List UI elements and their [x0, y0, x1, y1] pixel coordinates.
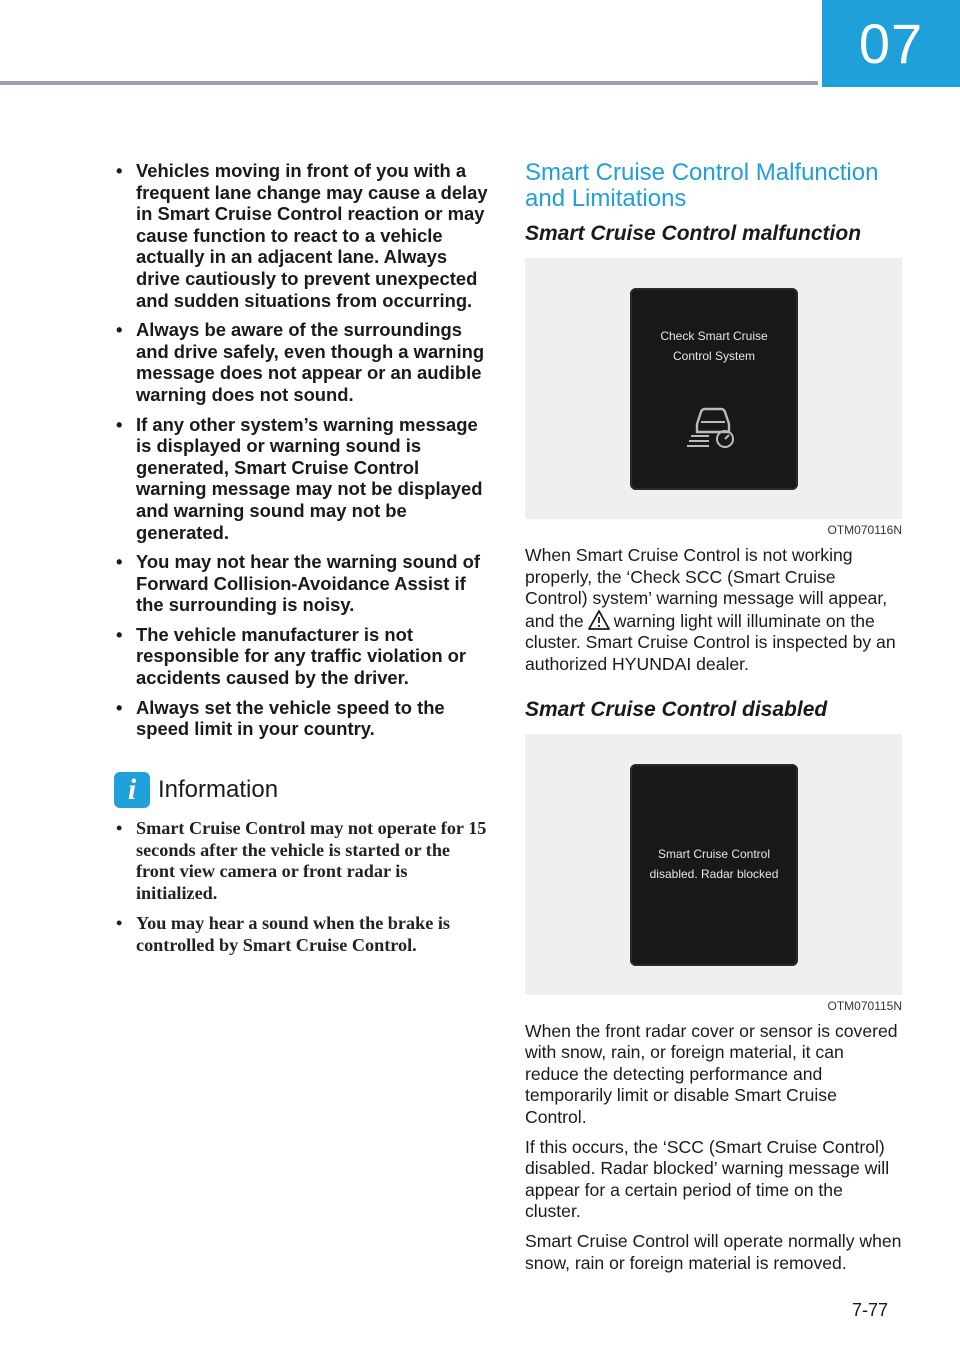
body-paragraph: Smart Cruise Control will operate normally when snow, rain or foreign material is removed. — [525, 1230, 902, 1273]
cluster-display — [630, 288, 798, 490]
information-list — [114, 818, 490, 957]
figure-code: OTM070115N — [827, 998, 902, 1013]
information-header — [114, 772, 490, 808]
body-paragraph: If this occurs, the ‘SCC (Smart Cruise Control) disabled. Radar blocked’ warning message will appear for a certain period of time on the cluster. — [525, 1136, 890, 1222]
cluster-message: Smart Cruise Control disabled. Radar blocked — [649, 846, 779, 881]
list-item: • The vehicle manufacturer is not responsible for any traffic violation or accidents caused by the driver. — [114, 624, 490, 689]
cluster-display — [630, 764, 798, 966]
figure-code: OTM070116N — [827, 523, 902, 537]
information-title: Information — [158, 775, 279, 803]
chapter-number: 07 — [822, 0, 960, 87]
warning-triangle-icon — [588, 610, 610, 630]
left-column — [114, 160, 490, 965]
caution-list — [114, 160, 490, 740]
list-item: • Smart Cruise Control may not operate for 15 seconds after the vehicle is started or the front view camera or front radar is initialized. — [114, 818, 490, 905]
body-paragraph: When the front radar cover or sensor is covered with snow, rain, or foreign material, it can reduce the detecting performance and temporarily limit or disable Smart Cruise Control. — [525, 1020, 898, 1127]
list-item: • Always be aware of the surroundings and drive safely, even though a warning message does not appear or an audible warning does not sound. — [114, 319, 490, 405]
cluster-message: Check Smart Cruise Control System — [660, 329, 768, 363]
cluster-figure-disabled — [525, 734, 902, 995]
section-title: Smart Cruise Control Malfunction and Limitations — [525, 159, 879, 212]
list-item: • You may not hear the warning sound of Forward Collision-Avoidance Assist if the surrounding is noisy. — [114, 551, 490, 616]
paragraph-text: When Smart Cruise Control is not working properly, the ‘Check SCC (Smart Cruise Control) system’ warning message will appear, and the — [525, 545, 888, 631]
subsection-title-disabled: Smart Cruise Control disabled — [525, 697, 828, 721]
list-item: • Vehicles moving in front of you with a frequent lane change may cause a delay in Smart Cruise Control reaction or may cause function to react to a vehicle actually in an adjacent lane. Always drive cautiously to prevent unexpected and sudden situations from occurring. — [114, 160, 490, 311]
information-icon: i — [114, 772, 150, 808]
header-rule — [0, 81, 818, 85]
scc-car-icon — [687, 402, 741, 448]
subsection-title-malfunction: Smart Cruise Control malfunction — [525, 222, 862, 245]
list-item: • You may hear a sound when the brake is controlled by Smart Cruise Control. — [114, 913, 490, 957]
malfunction-paragraph — [525, 545, 902, 676]
list-item: • If any other system’s warning message is displayed or warning sound is generated, Smart Cruise Control warning message may not be displayed and warning sound may not be generated. — [114, 414, 490, 544]
paragraph-text: warning light will illuminate on the cluster. Smart Cruise Control is inspected by an authorized HYUNDAI dealer. — [525, 610, 896, 674]
list-item: • Always set the vehicle speed to the speed limit in your country. — [114, 697, 490, 740]
page-number: 7-77 — [852, 1300, 889, 1320]
cluster-figure-malfunction — [525, 258, 902, 519]
right-column — [525, 160, 902, 1274]
